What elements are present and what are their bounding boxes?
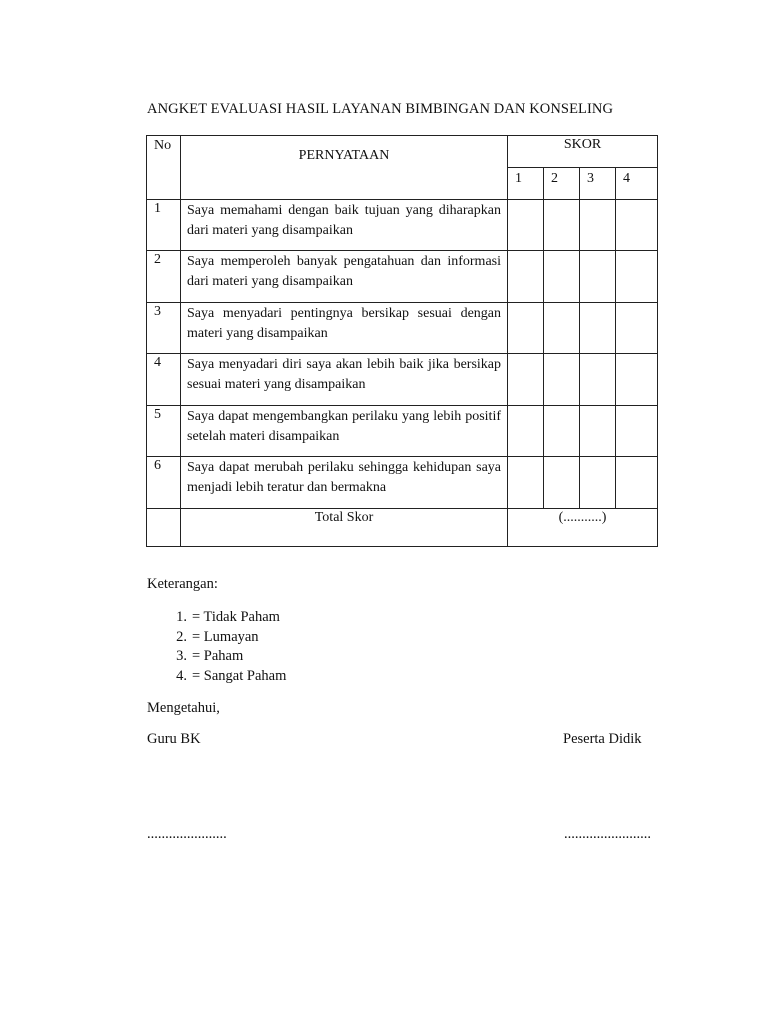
score-col-1: 1 xyxy=(508,168,544,200)
score-cell[interactable] xyxy=(580,457,616,509)
table-row xyxy=(147,251,658,303)
row-number: 5 xyxy=(147,406,181,457)
signature-line-guru: ...................... xyxy=(147,826,227,842)
score-cell[interactable] xyxy=(616,303,658,354)
legend-number: 3. xyxy=(176,648,187,665)
score-cell[interactable] xyxy=(544,354,580,406)
score-cell[interactable] xyxy=(544,457,580,509)
mengetahui-label: Mengetahui, xyxy=(147,700,220,716)
score-cell[interactable] xyxy=(616,251,658,303)
row-statement: Saya menyadari diri saya akan lebih baik jika bersikap sesuai materi yang disampaikan xyxy=(181,354,508,406)
row-statement: Saya memperoleh banyak pengatahuan dan informasi dari materi yang disampaikan xyxy=(181,251,508,303)
row-number: 1 xyxy=(147,200,181,251)
score-cell[interactable] xyxy=(580,251,616,303)
total-value[interactable]: (...........) xyxy=(508,509,658,547)
legend-list xyxy=(147,608,286,687)
table-row xyxy=(147,457,658,509)
score-cell[interactable] xyxy=(616,200,658,251)
table-row xyxy=(147,406,658,457)
score-cell[interactable] xyxy=(580,303,616,354)
peserta-didik-label: Peserta Didik xyxy=(563,731,642,747)
score-cell[interactable] xyxy=(580,200,616,251)
score-cell[interactable] xyxy=(508,251,544,303)
header-no: No xyxy=(147,136,181,200)
keterangan-label: Keterangan: xyxy=(147,576,218,592)
row-statement: Saya memahami dengan baik tujuan yang diharapkan dari materi yang disampaikan xyxy=(181,200,508,251)
evaluation-table xyxy=(146,135,658,547)
legend-number: 2. xyxy=(176,628,187,645)
score-col-4: 4 xyxy=(616,168,658,200)
document-title: ANGKET EVALUASI HASIL LAYANAN BIMBINGAN DAN KONSELING xyxy=(147,101,614,117)
score-cell[interactable] xyxy=(616,406,658,457)
score-cell[interactable] xyxy=(544,303,580,354)
score-cell[interactable] xyxy=(580,406,616,457)
score-cell[interactable] xyxy=(508,303,544,354)
row-statement: Saya dapat mengembangkan perilaku yang lebih positif setelah materi disampaikan xyxy=(181,406,508,457)
score-cell[interactable] xyxy=(616,457,658,509)
signature-line-peserta: ........................ xyxy=(564,826,651,842)
total-row xyxy=(147,509,658,547)
row-statement: Saya dapat merubah perilaku sehingga kehidupan saya menjadi lebih teratur dan bermakna xyxy=(181,457,508,509)
score-cell[interactable] xyxy=(508,406,544,457)
score-cell[interactable] xyxy=(508,354,544,406)
total-empty-cell xyxy=(147,509,181,547)
score-cell[interactable] xyxy=(544,200,580,251)
header-statement: PERNYATAAN xyxy=(181,136,508,200)
legend-number: 4. xyxy=(176,668,187,685)
legend-number: 1. xyxy=(176,609,187,625)
table-row xyxy=(147,354,658,406)
score-cell[interactable] xyxy=(508,457,544,509)
legend-text: = Sangat Paham xyxy=(192,668,287,685)
score-cell[interactable] xyxy=(544,406,580,457)
legend-item xyxy=(147,667,286,687)
legend-text: = Tidak Paham xyxy=(192,609,280,625)
legend-text: = Lumayan xyxy=(192,628,259,645)
score-col-3: 3 xyxy=(580,168,616,200)
guru-bk-label: Guru BK xyxy=(147,731,201,747)
table-row xyxy=(147,303,658,354)
legend-item xyxy=(147,608,286,628)
score-cell[interactable] xyxy=(616,354,658,406)
row-number: 4 xyxy=(147,354,181,406)
score-cell[interactable] xyxy=(508,200,544,251)
row-number: 3 xyxy=(147,303,181,354)
row-number: 6 xyxy=(147,457,181,509)
legend-text: = Paham xyxy=(192,648,244,665)
table-row xyxy=(147,200,658,251)
header-score: SKOR xyxy=(508,136,658,168)
total-label: Total Skor xyxy=(181,509,508,547)
score-col-2: 2 xyxy=(544,168,580,200)
score-cell[interactable] xyxy=(580,354,616,406)
legend-item xyxy=(147,647,286,667)
row-number: 2 xyxy=(147,251,181,303)
row-statement: Saya menyadari pentingnya bersikap sesuai dengan materi yang disampaikan xyxy=(181,303,508,354)
legend-item xyxy=(147,628,286,648)
score-cell[interactable] xyxy=(544,251,580,303)
